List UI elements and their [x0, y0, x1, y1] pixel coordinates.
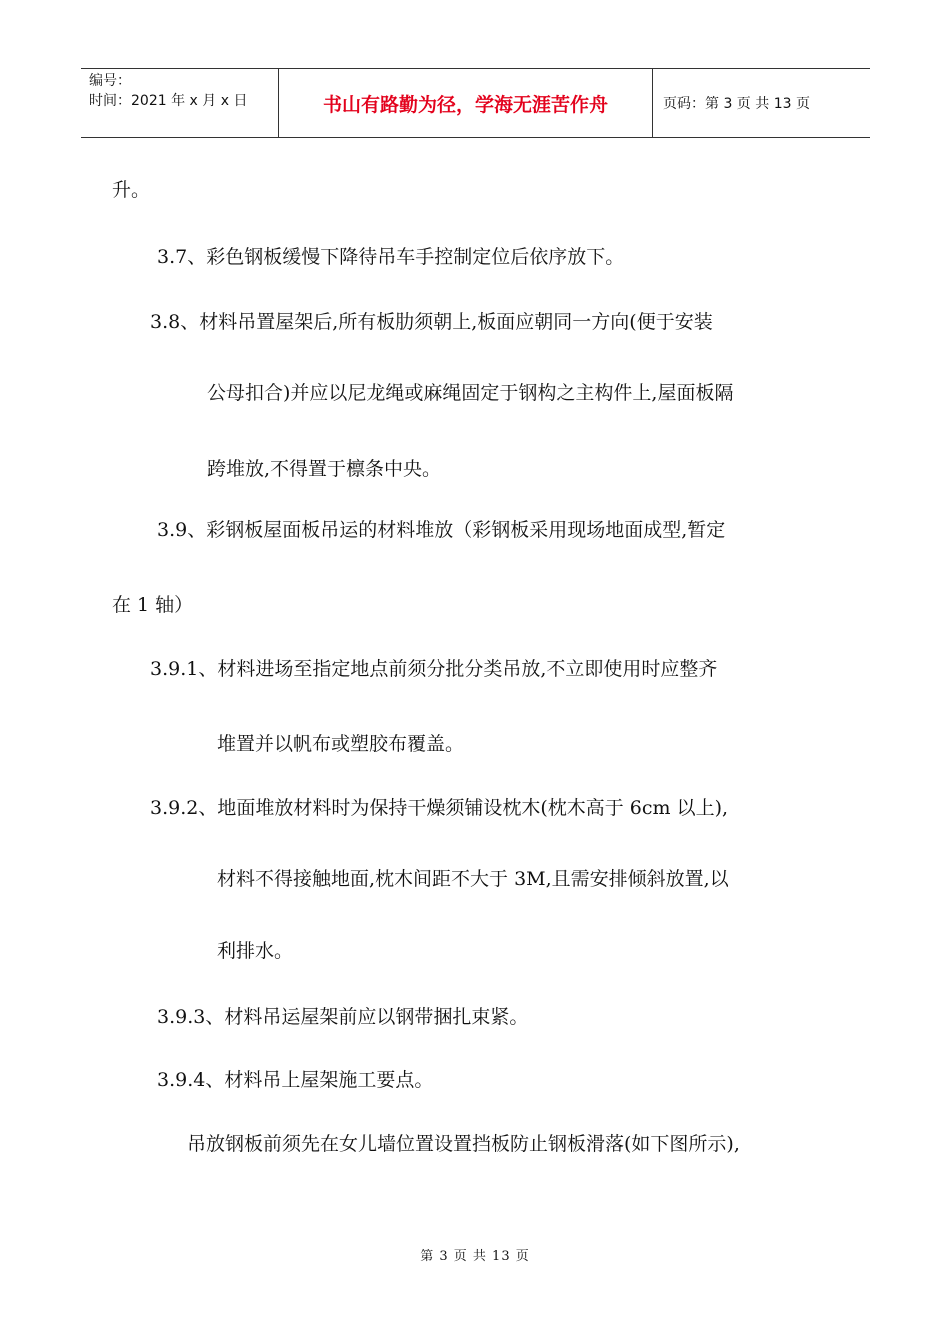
paragraph-line: 材料不得接触地面,枕木间距不大于 3M,且需安排倾斜放置,以: [217, 868, 729, 890]
header-motto: 书山有路勤为径，学海无涯苦作舟: [279, 69, 653, 137]
paragraph-line: 堆置并以帆布或塑胶布覆盖。: [217, 733, 465, 755]
document-number-label: 编号：: [89, 73, 131, 89]
paragraph-line: 公母扣合)并应以尼龙绳或麻绳固定于钢构之主构件上,屋面板隔: [207, 382, 734, 404]
document-header: [81, 68, 870, 138]
paragraph-line: 跨堆放,不得置于檩条中央。: [207, 458, 442, 480]
paragraph-line: 3.7、彩色钢板缓慢下降待吊车手控制定位后依序放下。: [157, 246, 625, 268]
paragraph-line: 3.9.3、材料吊运屋架前应以钢带捆扎束紧。: [157, 1006, 529, 1028]
paragraph-line: 升。: [112, 179, 151, 201]
document-date: 时间：2021 年 x 月 x 日: [89, 93, 248, 109]
paragraph-line: 3.8、材料吊置屋架后,所有板肋须朝上,板面应朝同一方向(便于安装: [150, 311, 713, 333]
paragraph-line: 3.9.4、材料吊上屋架施工要点。: [157, 1069, 434, 1091]
paragraph-line: 3.9.2、地面堆放材料时为保持干燥须铺设枕木(枕木高于 6cm 以上),: [150, 797, 729, 819]
paragraph-line: 吊放钢板前须先在女儿墙位置设置挡板防止钢板滑落(如下图所示),: [187, 1133, 740, 1155]
paragraph-line: 利排水。: [217, 940, 294, 962]
header-meta-cell: [81, 69, 279, 137]
paragraph-line: 3.9.1、材料进场至指定地点前须分批分类吊放,不立即使用时应整齐: [150, 658, 718, 680]
page-footer: 第 3 页 共 13 页: [420, 1249, 530, 1264]
paragraph-line: 在 1 轴）: [112, 594, 194, 616]
paragraph-line: 3.9、彩钢板屋面板吊运的材料堆放（彩钢板采用现场地面成型,暂定: [157, 519, 726, 541]
header-page-info: 页码：第 3 页 共 13 页: [663, 96, 810, 112]
